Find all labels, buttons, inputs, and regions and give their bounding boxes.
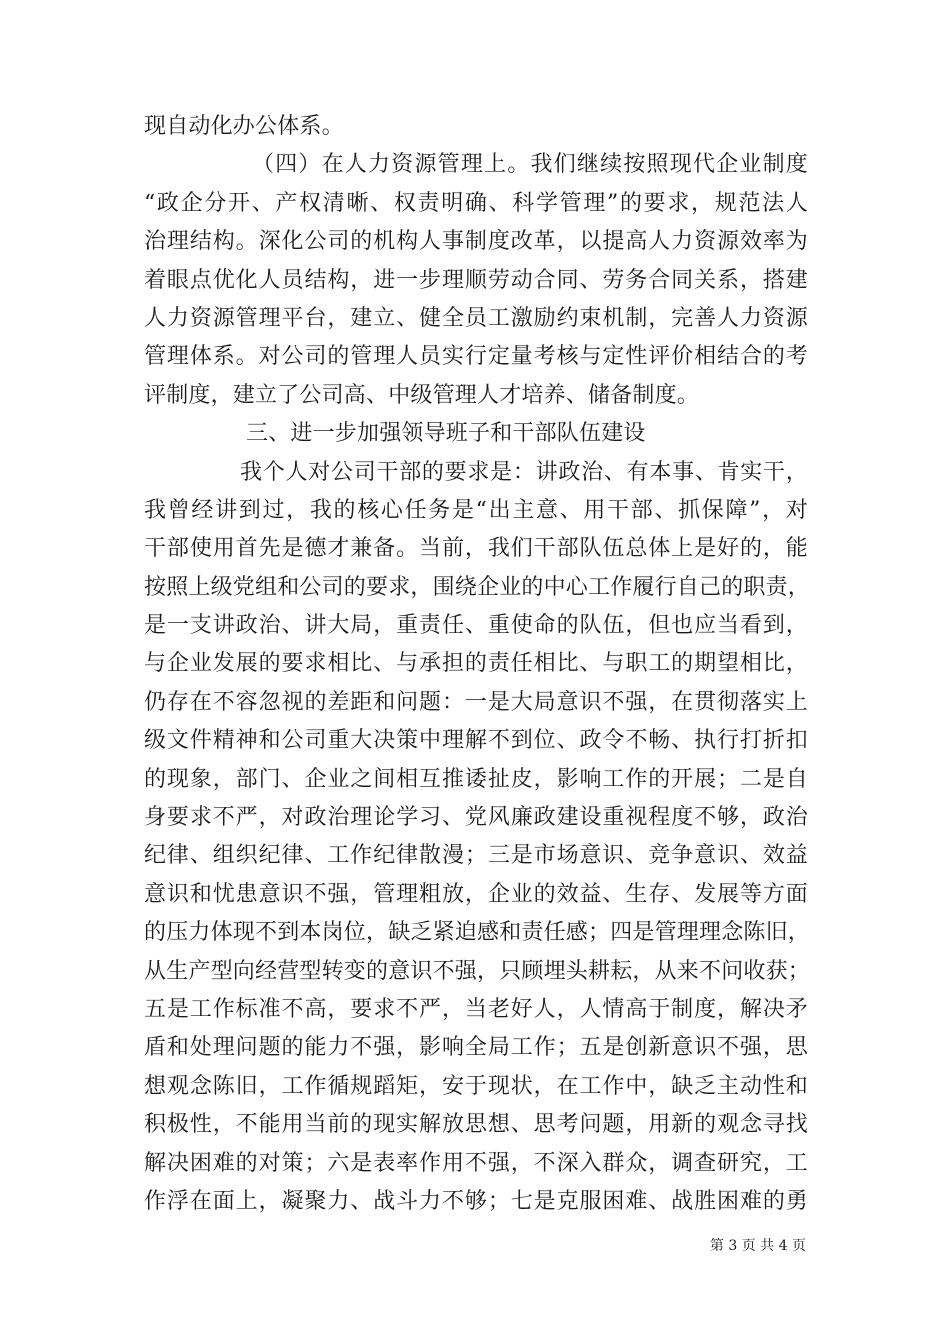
text-line: 积极性，不能用当前的现实解放思想、思考问题，用新的观念寻找 xyxy=(144,1112,808,1138)
text-line: 五是工作标准不高，要求不严，当老好人，人情高于制度，解决矛 xyxy=(144,996,808,1022)
text-line: 评制度，建立了公司高、中级管理人才培养、储备制度。 xyxy=(144,382,700,408)
section-heading: 三、进一步加强领导班子和干部队伍建设 xyxy=(246,421,646,447)
text-line: 干部使用首先是德才兼备。当前，我们干部队伍总体上是好的，能 xyxy=(144,536,808,562)
text-line: 按照上级党组和公司的要求，围绕企业的中心工作履行自己的职责， xyxy=(144,574,811,600)
text-line: 我个人对公司干部的要求是：讲政治、有本事、肯实干， xyxy=(240,459,808,485)
text-line: 与企业发展的要求相比、与承担的责任相比、与职工的期望相比， xyxy=(144,651,808,677)
text-line: 人力资源管理平台，建立、健全员工激励约束机制，完善人力资源 xyxy=(144,305,808,331)
text-line: 身要求不严，对政治理论学习、党风廉政建设重视程度不够，政治 xyxy=(144,805,808,831)
text-line: 仍存在不容忽视的差距和问题：一是大局意识不强，在贯彻落实上 xyxy=(144,689,808,715)
text-line: 意识和忧患意识不强，管理粗放，企业的效益、生存、发展等方面 xyxy=(144,881,808,907)
text-line: 级文件精神和公司重大决策中理解不到位、政令不畅、执行打折扣 xyxy=(144,728,808,754)
text-line: 从生产型向经营型转变的意识不强，只顾埋头耕耘，从来不问收获； xyxy=(144,958,811,984)
text-line: 的压力体现不到本岗位，缺乏紧迫感和责任感；四是管理理念陈旧， xyxy=(144,920,811,946)
text-line: 管理体系。对公司的管理人员实行定量考核与定性评价相结合的考 xyxy=(144,344,808,370)
text-line: 解决困难的对策；六是表率作用不强，不深入群众，调查研究，工 xyxy=(144,1150,808,1176)
text-line: 现自动化办公体系。 xyxy=(144,114,344,139)
text-line: （四）在人力资源管理上。我们继续按照现代企业制度 xyxy=(252,152,808,178)
text-line: 着眼点优化人员结构，进一步理顺劳动合同、劳务合同关系，搭建 xyxy=(144,267,808,293)
text-line: “政企分开、产权清晰、权责明确、科学管理”的要求，规范法人 xyxy=(144,190,808,216)
document-page xyxy=(144,108,811,1221)
text-line: 的现象，部门、企业之间相互推诿扯皮，影响工作的开展；二是自 xyxy=(144,766,808,792)
text-line: 我曾经讲到过，我的核心任务是“出主意、用干部、抓保障”，对 xyxy=(144,497,808,523)
text-line: 纪律、组织纪律、工作纪律散漫；三是市场意识、竞争意识、效益 xyxy=(144,843,808,869)
text-line: 想观念陈旧，工作循规蹈矩，安于现状，在工作中，缺乏主动性和 xyxy=(144,1073,808,1099)
text-line: 盾和处理问题的能力不强，影响全局工作；五是创新意识不强，思 xyxy=(144,1035,808,1061)
text-line: 是一支讲政治、讲大局，重责任、重使命的队伍，但也应当看到， xyxy=(144,613,808,639)
text-line: 治理结构。深化公司的机构人事制度改革，以提高人力资源效率为 xyxy=(144,229,808,255)
page-number-footer: 第 3 页 共 4 页 xyxy=(709,1238,806,1254)
text-line: 作浮在面上，凝聚力、战斗力不够；七是克服困难、战胜困难的勇 xyxy=(144,1188,808,1214)
